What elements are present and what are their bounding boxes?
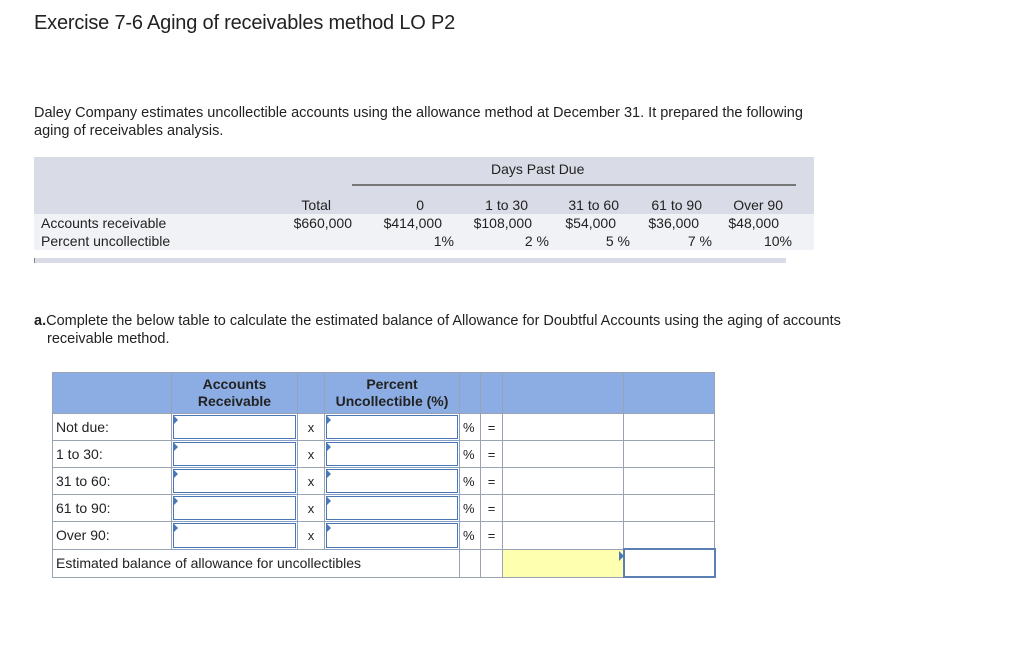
equals-sign: = [481,468,503,495]
times-sign: x [298,495,325,522]
result-extra-cell[interactable] [624,495,715,522]
total-label: Estimated balance of allowance for uncollectibles [53,549,460,577]
intro-text: Daley Company estimates uncollectible accounts using the allowance method at December 31. It prepared the following aging of receivables analysis. [34,105,803,139]
result-cell[interactable] [503,522,624,550]
header-blank [460,373,481,414]
total-extra-input[interactable] [624,549,715,577]
percent-input[interactable] [325,414,460,441]
ar-31-60: $54,000 [565,215,616,231]
header-blank [624,373,715,414]
percent-sign: % [460,495,481,522]
page-title: Exercise 7-6 Aging of receivables method LO P2 [34,12,456,34]
ar-over-90: $48,000 [728,215,779,231]
result-cell[interactable] [503,441,624,468]
row-label: 1 to 30: [53,441,172,468]
percent-input[interactable] [325,441,460,468]
question-text: Complete the below table to calculate the estimated balance of Allowance for Doubtful Accounts using the aging of accounts [46,313,841,329]
header-accounts-receivable: Accounts Receivable [172,373,298,414]
times-sign: x [298,468,325,495]
percent-sign: % [460,522,481,550]
days-past-due-label: Days Past Due [491,161,585,177]
equals-sign: = [481,414,503,441]
ar-0: $414,000 [383,215,442,231]
accounts-receivable-input[interactable] [172,414,298,441]
equals-sign: = [481,441,503,468]
row-label: 61 to 90: [53,495,172,522]
total-blank [481,549,503,577]
percent-input[interactable] [325,495,460,522]
table-row [53,495,715,522]
aging-scrollbar [34,258,786,263]
equals-sign: = [481,522,503,550]
times-sign: x [298,414,325,441]
header-percent-uncollectible: Percent Uncollectible (%) [325,373,460,414]
question-a [34,312,949,348]
row-label: Not due: [53,414,172,441]
col-header-total: Total [301,197,331,213]
percent-sign: % [460,414,481,441]
table-row [53,414,715,441]
pct-over-90: 10% [763,233,792,249]
row-label: Over 90: [53,522,172,550]
row-label: 31 to 60: [53,468,172,495]
percent-sign: % [460,441,481,468]
table-row [53,468,715,495]
ar-61-90: $36,000 [648,215,699,231]
result-cell[interactable] [503,468,624,495]
ar-total: $660,000 [293,215,352,231]
accounts-receivable-input[interactable] [172,441,298,468]
total-blank [460,549,481,577]
col-header-over-90: Over 90 [733,197,783,213]
accounts-receivable-input[interactable] [172,495,298,522]
percent-input[interactable] [325,522,460,550]
question-letter: a. [34,313,47,329]
header-blank [298,373,325,414]
result-cell[interactable] [503,414,624,441]
col-header-0: 0 [416,197,424,213]
total-row [53,549,715,577]
col-header-61-90: 61 to 90 [651,197,702,213]
question-text-cont: receivable method. [47,331,170,347]
times-sign: x [298,522,325,550]
days-past-due-rule [352,184,796,186]
result-cell[interactable] [503,495,624,522]
header-blank [503,373,624,414]
ar-1-30: $108,000 [473,215,532,231]
percent-sign: % [460,468,481,495]
total-estimated-allowance-input[interactable] [503,549,624,577]
aging-table [34,157,814,250]
result-extra-cell[interactable] [624,441,715,468]
table-row [53,441,715,468]
pct-1-30: 2 % [524,233,549,249]
header-blank [481,373,503,414]
result-extra-cell[interactable] [624,468,715,495]
pct-31-60: 5 % [605,233,630,249]
answer-table [52,372,716,578]
accounts-receivable-input[interactable] [172,522,298,550]
row-label-percent-uncollectible: Percent uncollectible [41,233,171,249]
equals-sign: = [481,495,503,522]
answer-header-row [53,373,715,414]
table-row [53,522,715,550]
col-header-1-30: 1 to 30 [485,197,528,213]
row-label-accounts-receivable: Accounts receivable [41,215,167,231]
percent-input[interactable] [325,468,460,495]
pct-0: 1% [433,233,454,249]
times-sign: x [298,441,325,468]
accounts-receivable-input[interactable] [172,468,298,495]
col-header-31-60: 31 to 60 [568,197,619,213]
result-extra-cell[interactable] [624,522,715,550]
pct-61-90: 7 % [687,233,712,249]
result-extra-cell[interactable] [624,414,715,441]
header-blank [53,373,172,414]
